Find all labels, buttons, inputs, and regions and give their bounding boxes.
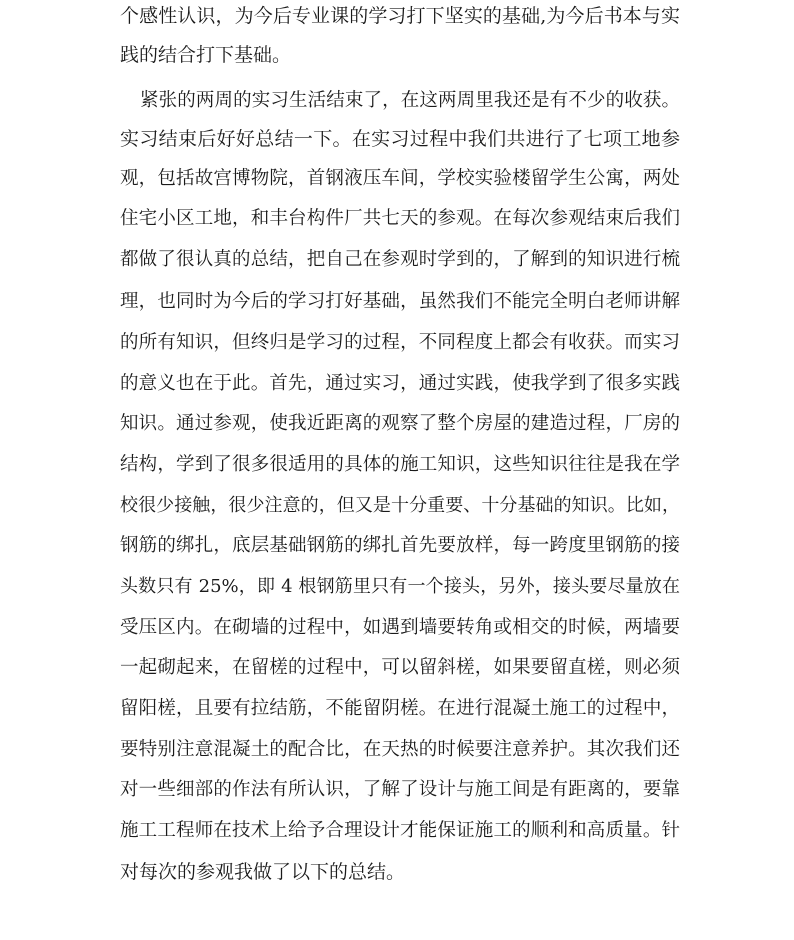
paragraph-1-line-1: 个感性认识，为今后专业课的学习打下坚实的基础,为今后书本与实: [120, 5, 680, 27]
paragraph-2-line-14: 受压区内。在砌墙的过程中，如遇到墙要转角或相交的时候，两墙要: [120, 617, 680, 638]
paragraph-2-line-2: 实习结束后好好总结一下。在实习过程中我们共进行了七项工地参: [120, 128, 680, 150]
paragraph-1-line-2: 践的结合打下基础。: [120, 44, 292, 66]
paragraph-2-line-16: 留阳槎，且要有拉结筋，不能留阴槎。在进行混凝土施工的过程中，: [120, 698, 680, 719]
paragraph-2-line-11: 校很少接触，很少注意的，但又是十分重要、十分基础的知识。比如，: [120, 495, 680, 516]
paragraph-2-line-9: 知识。通过参观，使我近距离的观察了整个房屋的建造过程，厂房的: [120, 413, 680, 434]
paragraph-2-line-7: 的所有知识，但终归是学习的过程，不同程度上都会有收获。而实习: [120, 332, 680, 353]
paragraph-2-line-3: 观，包括故宫博物院，首钢液压车间，学校实验楼留学生公寓，两处: [120, 168, 680, 189]
paragraph-2-line-4: 住宅小区工地，和丰台构件厂共七天的参观。在每次参观结束后我们: [120, 208, 680, 229]
paragraph-2-line-19: 施工工程师在技术上给予合理设计才能保证施工的顺利和高质量。针: [120, 820, 680, 841]
paragraph-2-line-10: 结构，学到了很多很适用的具体的施工知识，这些知识往往是我在学: [120, 454, 680, 475]
paragraph-2-line-6: 理，也同时为今后的学习打好基础，虽然我们不能完全明白老师讲解: [120, 291, 680, 312]
paragraph-2-line-8: 的意义也在于此。首先，通过实习，通过实践，使我学到了很多实践: [120, 373, 680, 394]
paragraph-2-line-17: 要特别注意混凝土的配合比，在天热的时候要注意养护。其次我们还: [120, 739, 680, 760]
paragraph-2-line-20: 对每次的参观我做了以下的总结。: [120, 861, 406, 883]
paragraph-2-line-12: 钢筋的绑扎，底层基础钢筋的绑扎首先要放样，每一跨度里钢筋的接: [120, 535, 680, 556]
paragraph-2-line-1: 紧张的两周的实习生活结束了，在这两周里我还是有不少的收获。: [140, 90, 680, 111]
paragraph-2-line-18: 对一些细部的作法有所认识，了解了设计与施工间是有距离的，要靠: [120, 779, 680, 800]
paragraph-2-line-15: 一起砌起来，在留槎的过程中，可以留斜槎，如果要留直槎，则必须: [120, 657, 680, 678]
paragraph-2-line-5: 都做了很认真的总结，把自己在参观时学到的，了解到的知识进行梳: [120, 249, 680, 270]
paragraph-2-line-13: 头数只有 25%，即 4 根钢筋里只有一个接头，另外，接头要尽量放在: [120, 576, 680, 597]
